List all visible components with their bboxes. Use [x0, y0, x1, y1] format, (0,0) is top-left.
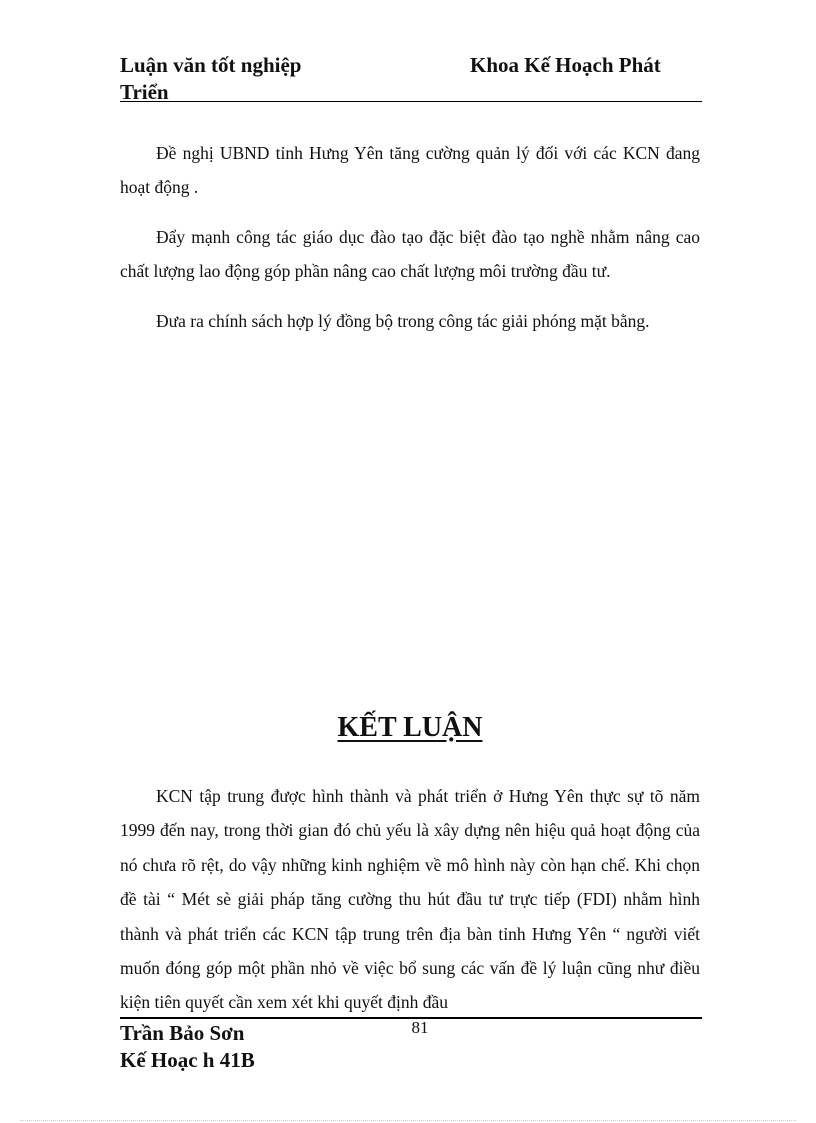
- footer-class: Kế Hoạc h 41B: [120, 1048, 255, 1072]
- header-left: [120, 52, 301, 106]
- conclusion-block: [120, 779, 700, 1020]
- paragraph: Đề nghị UBND tỉnh Hưng Yên tăng cường quản lý đối với các KCN đang hoạt động .: [120, 143, 700, 197]
- conclusion-heading: KẾT LUẬN: [337, 712, 483, 743]
- recommendations-block: [120, 136, 700, 354]
- header-title-line1: Luận văn tốt nghiệp: [120, 53, 302, 77]
- header-department: Khoa Kế Hoạch Phát: [470, 53, 661, 77]
- page-edge-divider: [20, 1120, 796, 1121]
- footer-author: Trần Bảo Sơn: [120, 1021, 245, 1045]
- conclusion-paragraph: KCN tập trung được hình thành và phát triển ở Hưng Yên thực sự tõ năm 1999 đến nay, trong thời gian đó chủ yếu là xây dựng nên hiệu quả hoạt động của nó chưa rõ rệt, do vậy những kinh nghiệm về mô hình này còn hạn chế. Khi chọn đề tài “ Mét sè giải pháp tăng cường thu hút đầu tư trực tiếp (FDI) nhằm hình thành và phát triển các KCN tập trung trên địa bàn tỉnh Hưng Yên “ người viết muốn đóng góp một phần nhỏ về việc bổ sung các vấn đề lý luận cũng như điều kiện tiên quyết cần xem xét khi quyết định đầu: [120, 786, 700, 1013]
- page-number: 81: [411, 1018, 429, 1037]
- paragraph: Đẩy mạnh công tác giáo dục đào tạo đặc biệt đào tạo nghề nhằm nâng cao chất lượng lao động góp phần nâng cao chất lượng môi trường đầu tư.: [120, 227, 700, 281]
- header-divider: [120, 101, 702, 102]
- paragraph: Đưa ra chính sách hợp lý đồng bộ trong công tác giải phóng mặt bằng.: [156, 311, 650, 331]
- footer-left: [120, 1020, 255, 1074]
- header-title-line2: Triển: [120, 80, 169, 104]
